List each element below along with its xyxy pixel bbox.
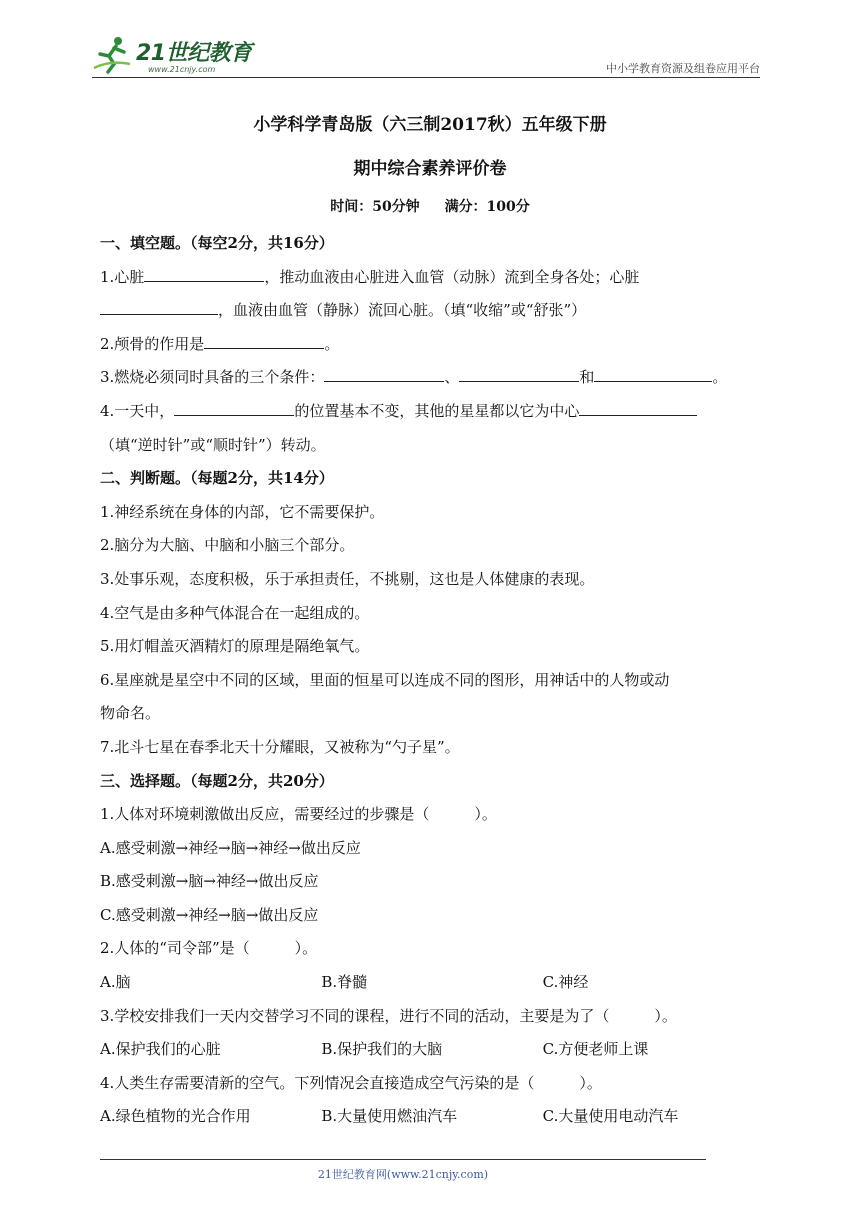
answer-blank[interactable] <box>144 263 264 282</box>
question-fill-4: 4.一天中， 的位置基本不变，其他的星星都以它为中心 <box>100 395 764 429</box>
choice-option-a[interactable]: A.保护我们的心脏 <box>100 1040 221 1059</box>
exam-score: 满分：100分 <box>444 199 530 215</box>
site-logo <box>92 30 262 78</box>
choice-option-b[interactable]: B.大量使用燃油汽车 <box>321 1107 458 1126</box>
judge-item: 7.北斗七星在春季北天十分耀眼，又被称为“勺子星”。 <box>100 737 460 756</box>
question-fill-2: 2.颅骨的作用是 。 <box>100 328 764 362</box>
exam-subtitle: 期中综合素养评价卷 <box>353 159 507 179</box>
answer-blank[interactable] <box>174 397 294 416</box>
exam-content <box>100 227 764 1134</box>
answer-blank[interactable] <box>204 330 324 349</box>
judge-item-cont: 物命名。 <box>100 704 161 723</box>
choice-option-b[interactable]: B.脊髓 <box>321 973 368 992</box>
footer-divider <box>100 1159 706 1160</box>
judge-item: 2.脑分为大脑、中脑和小脑三个部分。 <box>100 536 355 555</box>
choice-option-c[interactable]: C.方便老师上课 <box>542 1040 649 1059</box>
answer-blank[interactable] <box>579 397 697 416</box>
section-heading-choice: 三、选择题。（每题2分，共20分） <box>100 771 334 790</box>
choice-option-b[interactable]: B.感受刺激→脑→神经→做出反应 <box>100 872 319 891</box>
question-fill-1-cont: ，血液由血管（静脉）流回心脏。（填“收缩”或“舒张”） <box>100 294 764 328</box>
header-divider <box>92 77 760 78</box>
choice-question-1: 1.人体对环境刺激做出反应，需要经过的步骤是（ ）。 <box>100 805 497 824</box>
exam-time: 时间：50分钟 <box>330 199 420 215</box>
choice-options-row <box>100 1100 764 1134</box>
section-heading-fill: 一、填空题。（每空2分，共16分） <box>100 234 334 252</box>
footer-link[interactable]: 21世纪教育网(www.21cnjy.com) <box>317 1168 489 1181</box>
question-fill-3: 3.燃烧必须同时具备的三个条件： 、 和 。 <box>100 361 764 395</box>
choice-options-row <box>100 966 764 1000</box>
logo-url: www.21cnjy.com <box>148 65 216 74</box>
choice-option-a[interactable]: A.绿色植物的光合作用 <box>100 1107 251 1126</box>
answer-blank[interactable] <box>324 363 444 382</box>
page-header <box>92 30 760 80</box>
logo-text: 21世纪教育 <box>136 41 252 66</box>
exam-title: 小学科学青岛版（六三制2017秋）五年级下册 <box>253 115 607 135</box>
answer-blank[interactable] <box>459 363 579 382</box>
choice-option-b[interactable]: B.保护我们的大脑 <box>321 1040 443 1059</box>
choice-option-a[interactable]: A.感受刺激→神经→脑→神经→做出反应 <box>100 838 361 857</box>
judge-item: 6.星座就是星空中不同的区域，里面的恒星可以连成不同的图形，用神话中的人物或动 <box>100 670 670 689</box>
choice-question-2: 2.人体的“司令部”是（ ）。 <box>100 939 318 958</box>
choice-option-a[interactable]: A.脑 <box>100 973 131 992</box>
choice-option-c[interactable]: C.感受刺激→神经→脑→做出反应 <box>100 905 319 924</box>
choice-options-row <box>100 1033 764 1067</box>
exam-meta <box>0 196 860 216</box>
question-fill-4-cont: （填“逆时针”或“顺时针”）转动。 <box>100 435 326 454</box>
choice-option-c[interactable]: C.大量使用电动汽车 <box>542 1107 679 1126</box>
section-heading-judge: 二、判断题。（每题2分，共14分） <box>100 469 334 488</box>
answer-blank[interactable] <box>594 363 712 382</box>
header-tagline: 中小学教育资源及组卷应用平台 <box>606 62 760 75</box>
judge-item: 1.神经系统在身体的内部，它不需要保护。 <box>100 502 385 521</box>
runner-logo-icon <box>92 34 132 74</box>
question-fill-1: 1.心脏 ，推动血液由心脏进入血管（动脉）流到全身各处；心脏 <box>100 261 764 295</box>
judge-item: 4.空气是由多种气体混合在一起组成的。 <box>100 603 370 622</box>
choice-question-3: 3.学校安排我们一天内交替学习不同的课程，进行不同的活动，主要是为了（ ）。 <box>100 1006 677 1025</box>
judge-item: 5.用灯帽盖灭酒精灯的原理是隔绝氧气。 <box>100 637 370 656</box>
judge-item: 3.处事乐观，态度积极，乐于承担责任，不挑剔，这也是人体健康的表现。 <box>100 569 595 588</box>
choice-option-c[interactable]: C.神经 <box>542 973 589 992</box>
choice-question-4: 4.人类生存需要清新的空气。下列情况会直接造成空气污染的是（ ）。 <box>100 1073 602 1092</box>
answer-blank[interactable] <box>100 296 218 315</box>
